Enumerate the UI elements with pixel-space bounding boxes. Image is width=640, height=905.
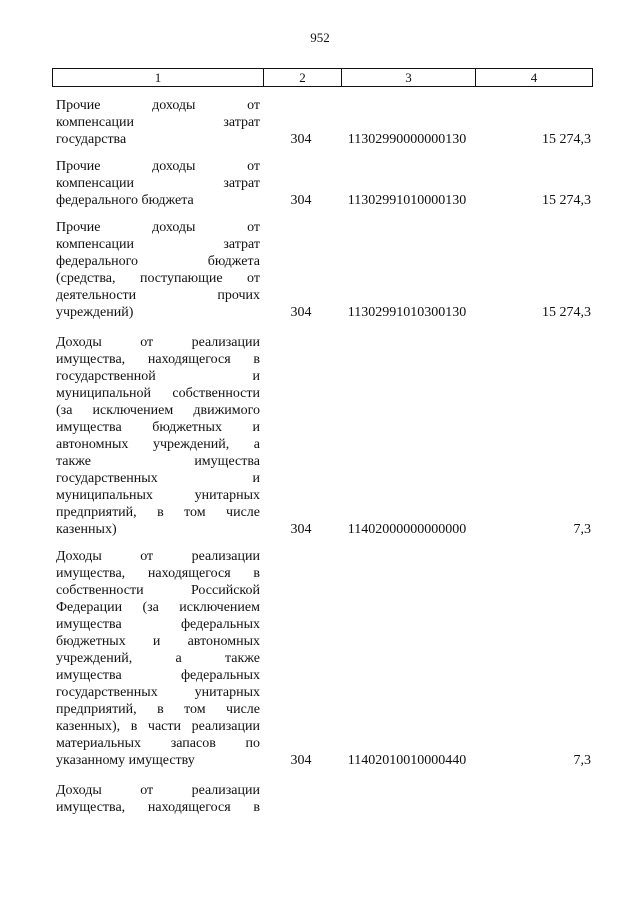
description-line: Федерации (за исключением xyxy=(56,600,260,615)
description-line: (за исключением движимого xyxy=(56,403,260,418)
admin-code: 304 xyxy=(290,305,312,320)
table-row xyxy=(52,97,593,148)
budget-code: 11302990000000130 xyxy=(347,132,467,147)
description-line: также имущества xyxy=(56,454,260,469)
header-col-1: 1 xyxy=(154,70,162,85)
table-row xyxy=(52,548,593,769)
description-line: Доходы от реализации xyxy=(56,335,260,350)
description-line: учреждений) xyxy=(56,305,134,320)
description-line: муниципальных унитарных xyxy=(56,488,260,503)
description-line: имущества бюджетных и xyxy=(56,420,260,435)
admin-code: 304 xyxy=(290,193,312,208)
description-line: материальных запасов по xyxy=(56,736,260,751)
admin-code: 304 xyxy=(290,132,312,147)
description-line: имущества федеральных xyxy=(56,668,260,683)
description-line: имущества федеральных xyxy=(56,617,260,632)
amount: 15 274,3 xyxy=(542,193,591,208)
row-description xyxy=(56,782,260,816)
header-col-4: 4 xyxy=(475,69,592,86)
description-line: казенных), в части реализации xyxy=(56,719,260,734)
row-description xyxy=(56,97,260,148)
description-line: Прочие доходы от xyxy=(56,159,260,174)
description-line: (средства, поступающие от xyxy=(56,271,260,286)
row-description xyxy=(56,548,260,769)
table-row xyxy=(52,782,593,816)
amount: 7,3 xyxy=(573,753,591,768)
row-description xyxy=(56,334,260,538)
description-line: Доходы от реализации xyxy=(56,549,260,564)
amount: 15 274,3 xyxy=(542,132,591,147)
amount: 7,3 xyxy=(573,522,591,537)
table-row xyxy=(52,158,593,209)
description-line: компенсации затрат xyxy=(56,176,260,191)
description-line: имущества, находящегося в xyxy=(56,566,260,581)
description-line: федерального бюджета xyxy=(56,193,194,208)
description-line: муниципальной собственности xyxy=(56,386,260,401)
row-description xyxy=(56,158,260,209)
description-line: автономных учреждений, а xyxy=(56,437,260,452)
description-line: деятельности прочих xyxy=(56,288,260,303)
description-line: учреждений, а также xyxy=(56,651,260,666)
budget-code: 11402010010000440 xyxy=(347,753,467,768)
description-line: государственной и xyxy=(56,369,260,384)
admin-code: 304 xyxy=(290,753,312,768)
description-line: компенсации затрат xyxy=(56,237,260,252)
amount: 15 274,3 xyxy=(542,305,591,320)
description-line: федерального бюджета xyxy=(56,254,260,269)
description-line: Доходы от реализации xyxy=(56,783,260,798)
description-line: собственности Российской xyxy=(56,583,260,598)
description-line: бюджетных и автономных xyxy=(56,634,260,649)
description-line: имущества, находящегося в xyxy=(56,800,260,815)
header-col-2: 2 xyxy=(263,69,341,86)
row-description xyxy=(56,219,260,321)
description-line: предприятий, в том числе xyxy=(56,505,260,520)
budget-code: 11302991010300130 xyxy=(347,305,467,320)
header-col-3: 3 xyxy=(341,69,475,86)
description-line: компенсации затрат xyxy=(56,115,260,130)
table-row xyxy=(52,219,593,321)
description-line: казенных) xyxy=(56,522,117,537)
budget-code: 11302991010000130 xyxy=(347,193,467,208)
table-row xyxy=(52,334,593,538)
description-line: государственных унитарных xyxy=(56,685,260,700)
description-line: имущества, находящегося в xyxy=(56,352,260,367)
budget-code: 11402000000000000 xyxy=(347,522,467,537)
description-line: государственных и xyxy=(56,471,260,486)
description-line: Прочие доходы от xyxy=(56,98,260,113)
description-line: Прочие доходы от xyxy=(56,220,260,235)
page-number: 952 xyxy=(310,30,330,45)
description-line: предприятий, в том числе xyxy=(56,702,260,717)
table-header xyxy=(52,68,593,87)
description-line: государства xyxy=(56,132,127,147)
description-line: указанному имуществу xyxy=(56,753,195,768)
admin-code: 304 xyxy=(290,522,312,537)
